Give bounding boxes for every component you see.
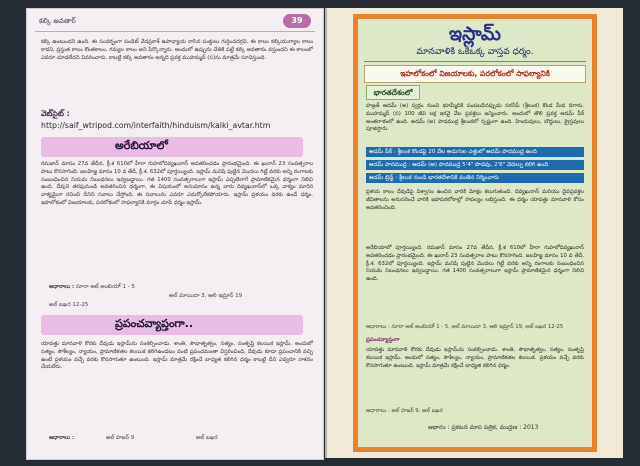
reference-item: అల్ హజర్ 9 [105,435,135,441]
references-label: ఆధారాలు : [49,435,75,441]
arabia-summary-paragraph: అరేబియాలో పూర్తయ్యింది. రమజాన్ మాసం 27వ తేదీన, క్రీ.శ 610లో హీరా గుహలోదివ్యఖురాన్ అవతరించడం ప్రారంభమైంది. ఈ ఖురాన్ 23 సంవత్సరాల పాటు కొనసాగింది. జలహిజ్జ మాసం 10 వ తేదీ, క్రీ.శ. 632లో పూర్తయ్యింది. ఇస్లామ్ మనిషి పుట్టిన మొదలు గిట్టే వరకు అన్ని రంగాలకు సంబంధించిన నియమ నిబంధనలు ఇవ్వబడ్డాయి. గత 1400 సంవత్సరాలుగా ఇస్లామ్ ప్రామాణికమైన ధర్మంగా నిలిచి ఉంది. [366,245,584,283]
references-block-2 [49,434,313,443]
highlight-adam-peak: ఆదమ్ పీక్ : శ్రీలంక కొండపై 20 వేల అడుగుల ఎత్తులో ఆదమ్ పాదముద్ర ఉంది [366,147,584,157]
page-header [35,13,315,32]
worldwide-summary-paragraph: యావత్తు మానవాళి కొరకు దేవుడు ఇస్లామ్‌ను సంకల్పించాడు. శాంతి, సౌభాతృత్వం, సత్యం, సంతృప్తి కలయిక ఇస్లామ్. అందులో సత్యం, సౌశీల్యం, న్యాయం, ప్రామాణికతల కలయిక. ప్రళయం వచ్చే వరకు కొనసాగుతూ ఉంటుంది. ఇస్లామ్ మాత్రమే రక్షించే బాధ్యత కలిగిన ధర్మం. [366,347,584,369]
references-line: ఆధారాలు : సూరా అల్ అంబియా్ 1 - 5, అల్ మాయిదా 3, ఆలి ఇమ్రాన్ 19, అల్ బఖర 12-25 [366,324,564,330]
website-label: వెబ్‌సైట్ : [41,109,70,118]
section-heading-worldwide: ప్రపంచవ్యాప్తంగా.. [41,315,303,335]
worldwide-heading: ప్రపంచవ్యాప్తంగా [366,337,400,343]
website-url: http://saif_wtripod.com/interfaith/hinduism/kalki_avtar.htm [41,121,271,130]
highlight-adam-footprint: ఆదమ్ పాదముద్ర : ఆదమ్ (అ) పాదముద్ర 5'4" పొడవు, 2'6" వెడల్పు కలిగి ఉంది [366,160,584,170]
reference-item: అల్ బఖర 12-25 [49,302,89,308]
worldwide-paragraph: యావత్తు మానవాళి కొరకు దేవుడు ఇస్లామ్‌ను సంకల్పించాడు. శాంతి, సౌభాతృత్వం, సత్యం, సంతృప్తి కలయిక ఇస్లామ్. అందులో సత్యం, సౌశీల్యం, న్యాయం, ప్రామాణికతల కలయిక కలిగిఉండటం వంటి ప్రపంచమంతా విస్తరించింది. దేవుడు కూడా ప్రపంచానికి వచ్చి ఉంటే ప్రళయం వచ్చే వరకు కొనసాగుతూ ఉంటుంది. ఇస్లామ్ మాత్రమే రక్షించే బాధ్యత కలిగిన ధర్మం కాబట్టి దీని ఎవ్వరూ నాశనం చేయలేరు. [41,341,313,371]
intro-paragraph: కల్కి ఉంటుందని ఉంది. ఈ సందర్భంగా పండిట్ వేదప్రకాశ్ ఉపాధ్యాయ రాసిన పంక్తులు గుర్తించదగ్గవి. ఈ కాలం కల్కియుగ్యాల కాలం కాదని, ప్రస్తుత కాలం కొంతకాలం, గమ్యల కాలం అని పేర్కొన్నారు. అందులో ఉప్పును చేతికి పట్టే కల్కి అవతారం వస్తుందని ఈ కాలంలో ఎవరూ చూడలేదని వివరించారు. కాబట్టి కల్కి అవతారం అన్నది ప్రవక్త ముహమ్మద్ (స)ను మాత్రమే సూచిస్తుంది. [41,39,313,61]
references-block [49,283,313,310]
references-line-2: ఆధారాలు : అల్ హజర్ 9, అల్ బఖర [366,408,443,414]
reference-item: సూరా అల్ అంబియా్ 1 - 5 [75,284,135,290]
references-label: ఆధారాలు : [49,284,75,290]
pamphlet-cover [353,14,597,452]
india-paragraph: హజ్రత్ ఆదమ్ (అ) స్వర్గం నుంచి భూమ్మీదికి పంపబడినప్పుడు సరనీప్ (శ్రీలంక) కొండ మీద దిగారు. ముహమ్మద్ (స) 100 జీవి లక్ష ఇరవై వేల ప్రవక్తలు జన్మించారు. అందులో తొలి ప్రవక్త ఆదమ్ పీక్ అంతరాళంలో ఉంది. అదమ్ (అ) పాదముద్ర శ్రీలంకలో స్పష్టంగా ఉంది. హిందువులు, బౌద్ధులు, క్రైస్తవులు పూజిస్తారు. [366,103,584,133]
source-line: ఆధారం : ప్రకటన మాస పత్రిక, ముద్రణ : 2013 [428,424,539,431]
reference-item: అల్ మాయిదా 3, ఆలి ఇమ్రాన్ 19 [169,293,243,299]
pamphlet-title: ఇస్లామ్ [448,23,502,45]
right-page [325,8,623,458]
arabia-paragraph: రమజాన్ మాసం 27వ తేదీన, క్రీ.శ 610లో హీరా గుహలోదివ్యఖురాన్ అవతరించడం ప్రారంభమైంది. ఈ ఖురాన్ 23 సంవత్సరాల పాటు కొనసాగింది. జలహిజ్జ మాసం 10 వ తేదీ, క్రీ.శ. 632లో పూర్తయ్యింది. ఇస్లామ్ మనిషి పుట్టిన మొదలు గిట్టే వరకు అన్ని రంగాలకు సంబంధించిన నియమ నిబంధనలు ఇవ్వబడ్డాయి. గత 1400 సంవత్సరాలుగా ఇస్లామ్ ఎప్పటిలాగే ప్రామాణికమైన ధర్మంగా నిలిచి ఉంది. దేవుని తరఫునుండి అవతరించిన ధర్మంగా, ఈ విషయంలో అనుమానం ఉన్న వారు దివ్యఖురాన్‌లో ఒక్క వాక్యం మాదిరి వాక్యమైనా రచించి దీనిని సవాలు చేస్తోంది. ఈ సవాలును ఎవరూ ఎదుర్కోలేకపోయారు. ఇస్లామ్ ప్రళయం వరకు ఉండే ధర్మం. ఇహలోకంలో విజయాలకు, పరలోకంలో సాఫల్యానికి మార్గం చూపే ధర్మం ఇస్లామ్. [41,161,313,206]
reference-item: అల్ బఖర [195,435,218,441]
running-head: కల్కి అవతార్ [39,17,76,25]
section-label-india: భారతదేశంలో [366,85,420,100]
page-number-badge: 39 [283,14,311,28]
left-page [26,8,324,460]
section-heading-arabia: అరేబియాలో [41,137,303,157]
pamphlet-subtitle: మానవాళికి ఒకేఒక్క వాస్తవ ధర్మం. [364,47,586,62]
pamphlet-tagline: ఇహలోకంలో విజయాలకు, పరలోకంలో సాఫల్యానికి [364,65,586,83]
website-line [41,109,72,120]
highlight-adam-bridge: ఆదమ్ బ్రిడ్జ్ : శ్రీలంక నుండి భారతదేశానికి వంతెన నిర్మించారు [366,173,584,183]
faith-paragraph: ప్రళయ కాలం దేవుడిపై విశ్వాసం ఉంచిన వారికి మోక్షం కలుగుతుంది. దివ్యఖురాన్ మరియు దైవప్రవక్తల జీవితాలను అనుసరించే వారికి ఇహపరలోకాల్లో సాఫల్యం లభిస్తుంది. ఈ ధర్మం యావత్తు మానవాళి కోసం అవతరించింది. [366,189,584,211]
